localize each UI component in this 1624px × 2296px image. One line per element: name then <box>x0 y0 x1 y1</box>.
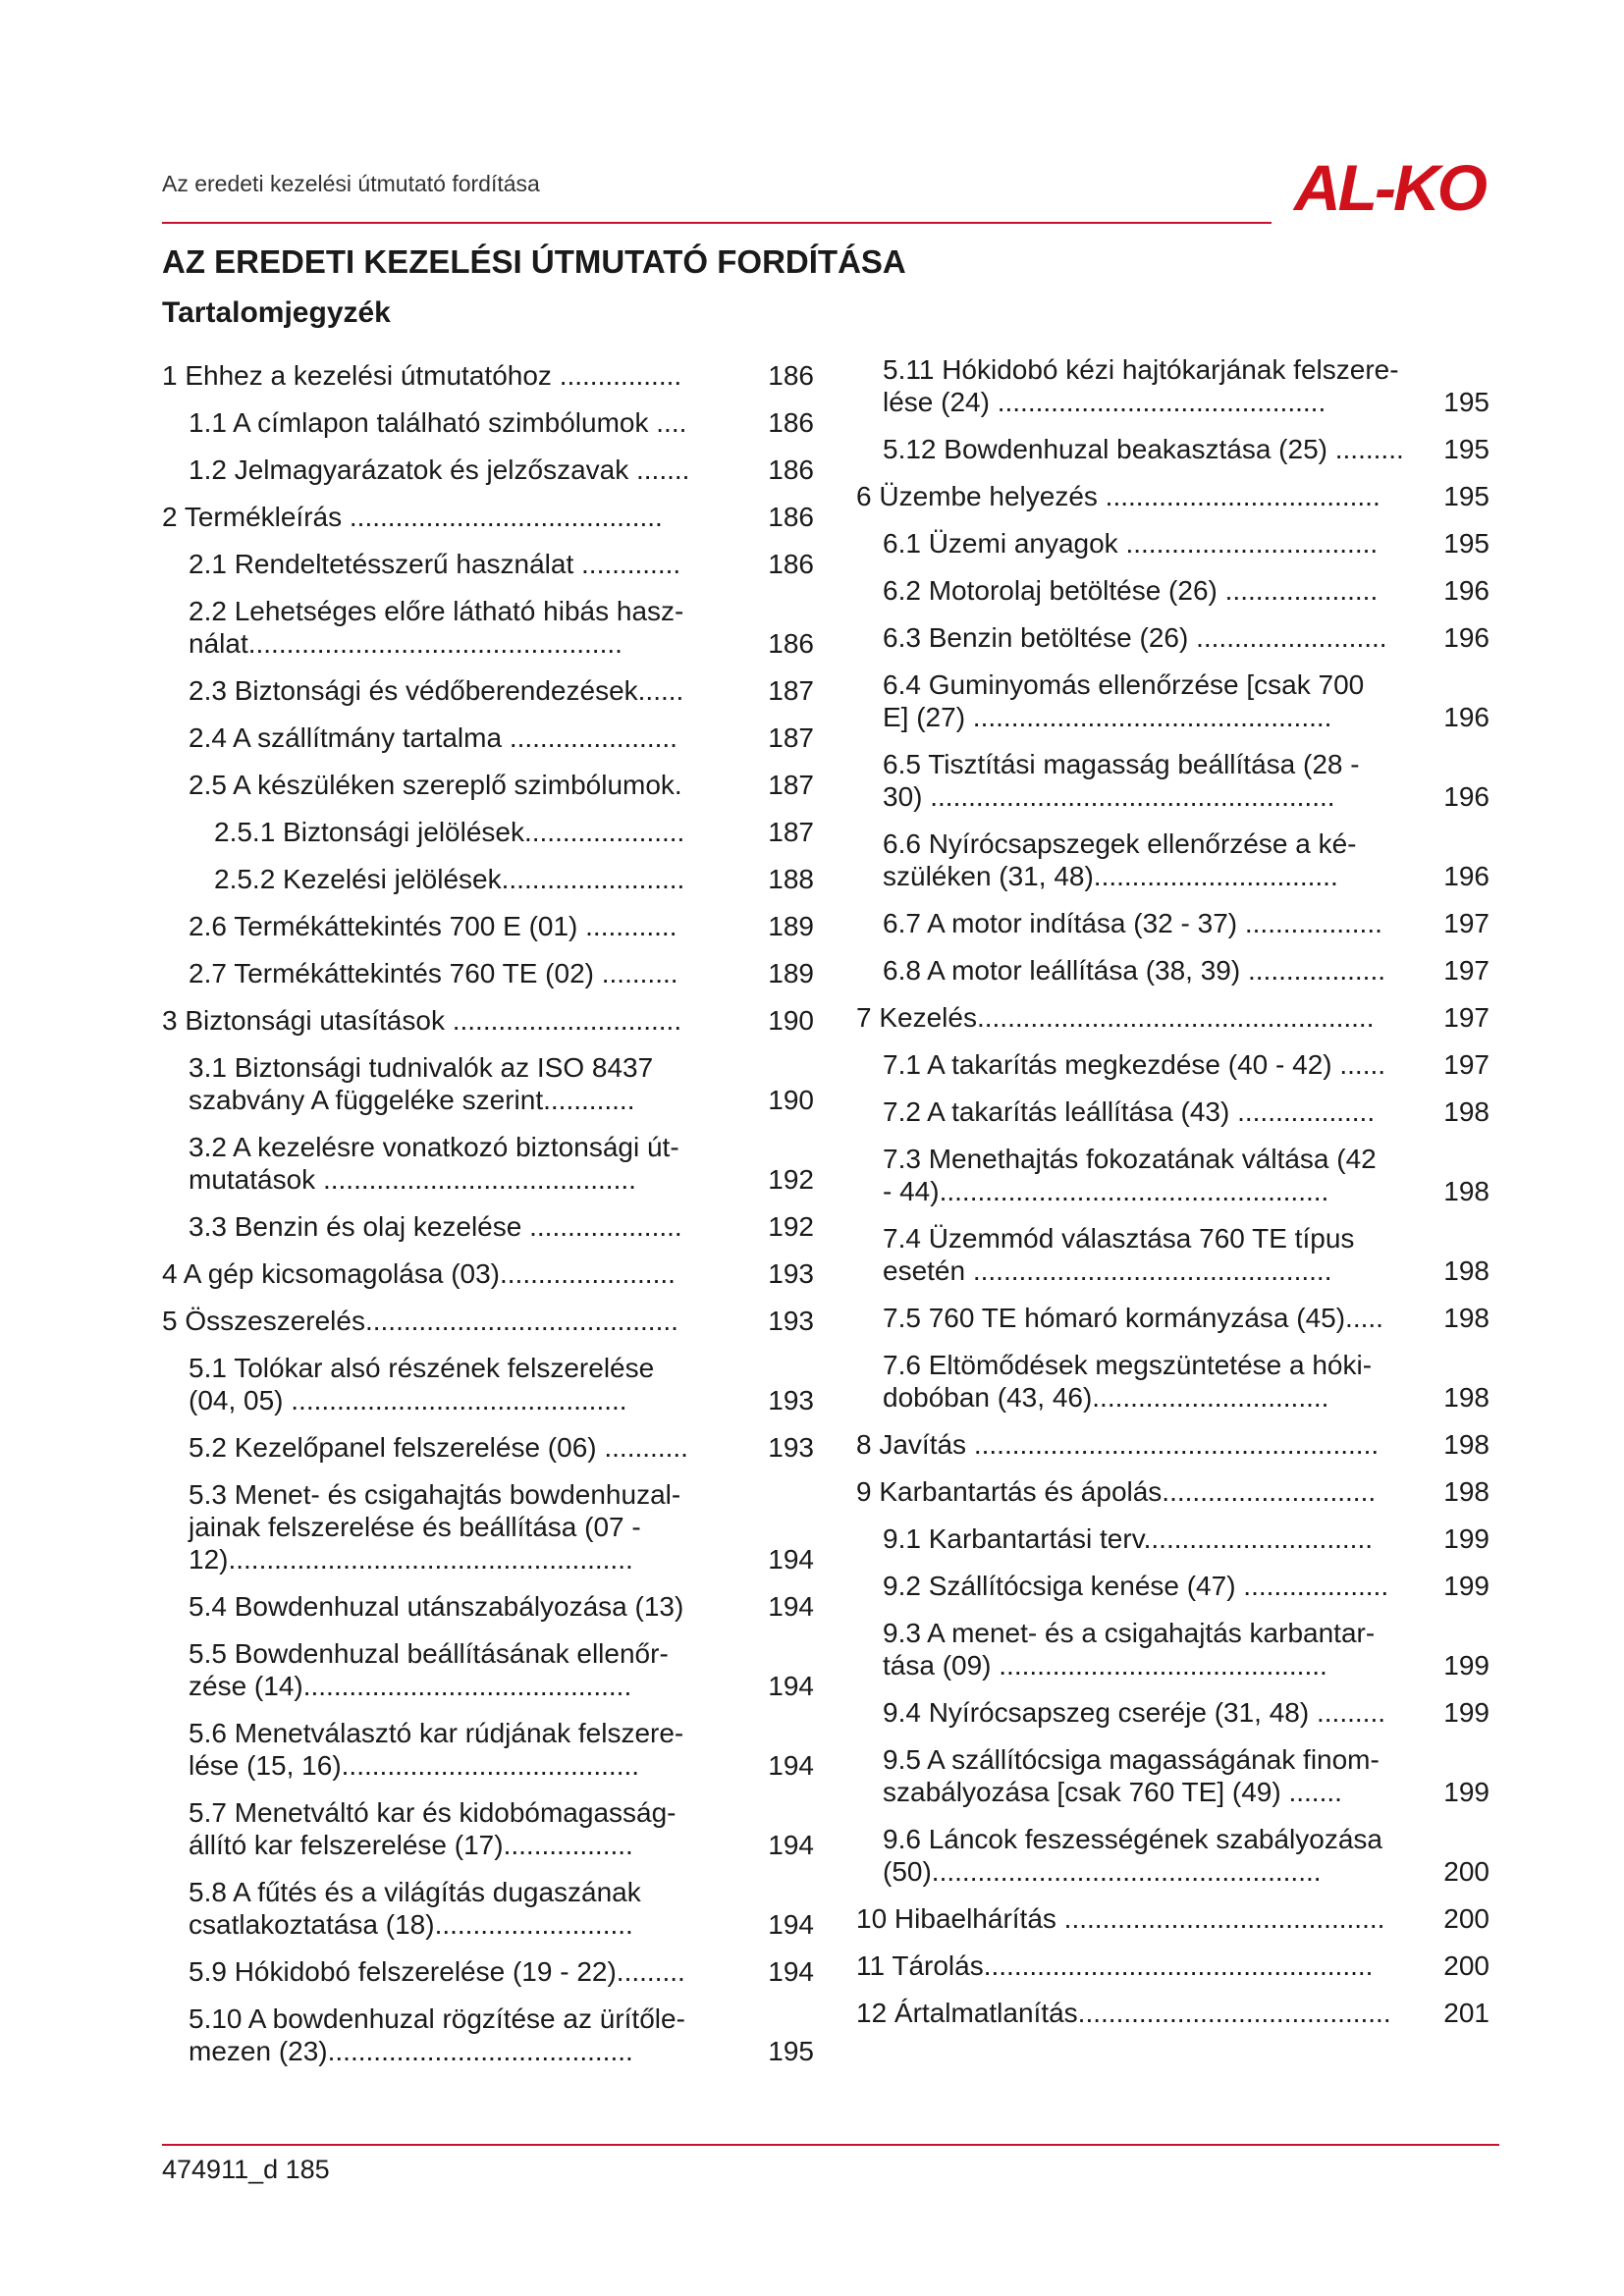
toc-entry[interactable] <box>856 1349 1489 1414</box>
toc-entry-page: 194 <box>768 1909 814 1940</box>
toc-entry[interactable] <box>856 1696 1489 1729</box>
toc-entry[interactable] <box>856 1001 1489 1034</box>
toc-entry-title: 5.3 Menet- és csigahajtás bowdenhuzal- jainak felszerelése és beállítása (07 - 12)..................................................... <box>189 1479 681 1575</box>
toc-entry[interactable] <box>162 1352 814 1416</box>
toc-entry-title: 7.4 Üzemmód választása 760 TE típus esetén ............................................... <box>883 1223 1355 1286</box>
toc-heading: Tartalomjegyzék <box>162 296 391 329</box>
toc-entry-page: 197 <box>1443 1002 1489 1033</box>
toc-entry-title: 3.3 Benzin és olaj kezelése .................... <box>189 1211 682 1242</box>
toc-entry-title: 5.7 Menetváltó kar és kidobómagasság- állító kar felszerelése (17)................. <box>189 1797 677 1860</box>
toc-entry[interactable] <box>856 828 1489 892</box>
toc-entry-title: 5.10 A bowdenhuzal rögzítése az ürítőle- mezen (23)........................................ <box>189 2003 685 2066</box>
toc-entry-title: 3 Biztonsági utasítások .............................. <box>162 1005 682 1036</box>
toc-entry[interactable] <box>162 1257 814 1290</box>
toc-entry-page: 193 <box>768 1258 814 1289</box>
toc-entry[interactable] <box>162 1955 814 1988</box>
toc-entry-title: 10 Hibaelhárítás .......................................... <box>856 1903 1385 1934</box>
toc-entry-title: 7.5 760 TE hómaró kormányzása (45)..... <box>883 1303 1383 1333</box>
toc-entry[interactable] <box>856 1475 1489 1508</box>
toc-entry-title: 2.5.1 Biztonsági jelölések..................... <box>214 817 685 847</box>
toc-entry[interactable] <box>856 1617 1489 1682</box>
toc-entry-page: 186 <box>768 407 814 438</box>
toc-entry-page: 196 <box>1443 861 1489 891</box>
toc-entry[interactable] <box>162 548 814 580</box>
toc-entry-title: 6.1 Üzemi anyagok ................................. <box>883 528 1379 559</box>
toc-entry-title: 6.4 Guminyomás ellenőrzése [csak 700 E] (27) ............................................... <box>883 669 1365 732</box>
toc-entry-title: 3.1 Biztonsági tudnivalók az ISO 8437 szabvány A függeléke szerint............ <box>189 1052 654 1115</box>
toc-entry-page: 186 <box>768 360 814 391</box>
toc-right-column <box>856 353 1489 2044</box>
toc-entry-page: 193 <box>768 1432 814 1463</box>
toc-entry-title: 6.5 Tisztítási magasság beállítása (28 - 30) ..................................................... <box>883 749 1360 812</box>
toc-entry[interactable] <box>856 1522 1489 1555</box>
toc-entry-title: 9 Karbantartás és ápolás............................ <box>856 1476 1377 1507</box>
toc-entry[interactable] <box>162 1876 814 1941</box>
toc-entry-page: 186 <box>768 502 814 532</box>
toc-entry-page: 193 <box>768 1306 814 1336</box>
toc-entry-page: 195 <box>1443 387 1489 417</box>
toc-entry-page: 187 <box>768 770 814 800</box>
toc-entry-page: 187 <box>768 675 814 706</box>
toc-entry[interactable] <box>162 769 814 801</box>
toc-entry[interactable] <box>162 501 814 533</box>
toc-entry[interactable] <box>162 1478 814 1575</box>
toc-entry-page: 190 <box>768 1085 814 1115</box>
toc-entry[interactable] <box>162 721 814 754</box>
toc-entry[interactable] <box>856 668 1489 733</box>
toc-entry-page: 199 <box>1443 1650 1489 1681</box>
toc-entry-page: 196 <box>1443 781 1489 812</box>
toc-entry-title: 7.2 A takarítás leállítása (43) .................. <box>883 1096 1376 1127</box>
toc-entry-title: 2.7 Termékáttekintés 760 TE (02) .......... <box>189 958 678 988</box>
toc-entry[interactable] <box>856 1997 1489 2029</box>
toc-entry-title: 5.1 Tolókar alsó részének felszerelése (04, 05) ............................................ <box>189 1353 655 1415</box>
toc-entry-title: 6.7 A motor indítása (32 - 37) .................. <box>883 908 1382 938</box>
toc-entry-title: 9.4 Nyírócsapszeg cseréje (31, 48) ......... <box>883 1697 1385 1728</box>
toc-entry[interactable] <box>162 1717 814 1782</box>
toc-entry-page: 194 <box>768 1671 814 1701</box>
toc-entry[interactable] <box>856 1222 1489 1287</box>
toc-entry-page: 198 <box>1443 1476 1489 1507</box>
toc-entry-page: 198 <box>1443 1176 1489 1206</box>
toc-entry[interactable] <box>162 1004 814 1037</box>
header-divider <box>162 222 1272 224</box>
toc-entry-title: 9.6 Láncok feszességének szabályozása (50)................................................... <box>883 1824 1382 1887</box>
toc-entry-page: 198 <box>1443 1096 1489 1127</box>
toc-entry-title: 2.1 Rendeltetésszerű használat ............. <box>189 549 681 579</box>
toc-entry-page: 200 <box>1443 1903 1489 1934</box>
toc-entry-page: 186 <box>768 454 814 485</box>
toc-entry-title: 9.2 Szállítócsiga kenése (47) ................... <box>883 1571 1389 1601</box>
toc-entry-page: 189 <box>768 958 814 988</box>
toc-entry-title: 2.4 A szállítmány tartalma ...................... <box>189 722 677 753</box>
toc-entry-title: 7.3 Menethajtás fokozatának váltása (42 - 44)................................................... <box>883 1144 1377 1206</box>
toc-entry-page: 197 <box>1443 955 1489 986</box>
toc-entry-page: 195 <box>768 2036 814 2066</box>
toc-entry[interactable] <box>162 454 814 486</box>
toc-entry[interactable] <box>162 595 814 660</box>
toc-entry-page: 195 <box>1443 434 1489 464</box>
toc-entry-page: 192 <box>768 1211 814 1242</box>
toc-entry-page: 200 <box>1443 1950 1489 1981</box>
toc-entry-title: 3.2 A kezelésre vonatkozó biztonsági út- mutatások ......................................... <box>189 1132 679 1195</box>
toc-entry-page: 198 <box>1443 1303 1489 1333</box>
toc-entry[interactable] <box>162 957 814 989</box>
toc-entry[interactable] <box>856 1428 1489 1461</box>
toc-entry[interactable] <box>162 1210 814 1243</box>
toc-entry[interactable] <box>162 910 814 942</box>
toc-entry[interactable] <box>162 2002 814 2067</box>
toc-entry-page: 196 <box>1443 702 1489 732</box>
toc-entry[interactable] <box>162 1051 814 1116</box>
header-text: Az eredeti kezelési útmutató fordítása <box>162 171 540 196</box>
toc-entry[interactable] <box>856 574 1489 607</box>
toc-entry-page: 197 <box>1443 1049 1489 1080</box>
toc-entry-title: 1.2 Jelmagyarázatok és jelzőszavak ....... <box>189 454 690 485</box>
toc-entry-title: 2.2 Lehetséges előre látható hibás hasz- nálat................................................. <box>189 596 684 659</box>
toc-entry[interactable] <box>856 621 1489 654</box>
toc-left-column <box>162 353 814 2082</box>
toc-entry-title: 7.6 Eltömődések megszüntetése a hóki- dobóban (43, 46)............................... <box>883 1350 1373 1413</box>
toc-entry[interactable] <box>856 1095 1489 1128</box>
toc-entry[interactable] <box>162 359 814 392</box>
toc-entry-page: 194 <box>768 1956 814 1987</box>
toc-entry-page: 199 <box>1443 1523 1489 1554</box>
toc-entry[interactable] <box>856 1302 1489 1334</box>
toc-entry-title: 2.5 A készüléken szereplő szimbólumok. <box>189 770 682 800</box>
toc-entry-title: 9.5 A szállítócsiga magasságának finom- szabályozása [csak 760 TE] (49) ....... <box>883 1744 1380 1807</box>
toc-entry-page: 198 <box>1443 1429 1489 1460</box>
toc-entry-title: 2.6 Termékáttekintés 700 E (01) ............ <box>189 911 677 941</box>
alko-logo: AL-KO <box>1294 151 1485 224</box>
toc-entry[interactable] <box>162 1796 814 1861</box>
toc-entry-page: 199 <box>1443 1571 1489 1601</box>
toc-entry-page: 200 <box>1443 1856 1489 1887</box>
toc-entry-title: 5.9 Hókidobó felszerelése (19 - 22)......... <box>189 1956 685 1987</box>
toc-entry-title: 5.6 Menetválasztó kar rúdjának felszere- lése (15, 16)....................................... <box>189 1718 684 1781</box>
toc-entry-title: 5.4 Bowdenhuzal utánszabályozása (13) <box>189 1591 684 1622</box>
toc-entry-title: 1 Ehhez a kezelési útmutatóhoz ................ <box>162 360 682 391</box>
toc-entry[interactable] <box>162 863 814 895</box>
toc-entry-page: 194 <box>768 1830 814 1860</box>
toc-entry-title: 5.12 Bowdenhuzal beakasztása (25) ......... <box>883 434 1404 464</box>
toc-entry[interactable] <box>856 1048 1489 1081</box>
toc-entry[interactable] <box>856 1823 1489 1888</box>
toc-entry-title: 5 Összeszerelés......................................... <box>162 1306 678 1336</box>
toc-entry-page: 201 <box>1443 1998 1489 2028</box>
toc-entry-page: 198 <box>1443 1255 1489 1286</box>
toc-entry[interactable] <box>856 353 1489 418</box>
toc-entry-title: 6.6 Nyírócsapszegek ellenőrzése a ké- szüléken (31, 48)................................ <box>883 828 1357 891</box>
toc-entry-title: 6.2 Motorolaj betöltése (26) .................... <box>883 575 1379 606</box>
toc-entry-page: 188 <box>768 864 814 894</box>
toc-entry-page: 199 <box>1443 1777 1489 1807</box>
footer-page-info: 474911_d 185 <box>162 2155 330 2184</box>
toc-entry[interactable] <box>162 1590 814 1623</box>
toc-entry[interactable] <box>856 1143 1489 1207</box>
toc-entry-title: 2.3 Biztonsági és védőberendezések...... <box>189 675 684 706</box>
toc-entry[interactable] <box>856 480 1489 512</box>
toc-entry-page: 194 <box>768 1591 814 1622</box>
toc-entry-page: 192 <box>768 1164 814 1195</box>
toc-entry-page: 187 <box>768 722 814 753</box>
toc-entry-title: 5.8 A fűtés és a világítás dugaszának csatlakoztatása (18).......................... <box>189 1877 641 1940</box>
toc-entry[interactable] <box>162 816 814 848</box>
toc-entry-title: 5.2 Kezelőpanel felszerelése (06) ........... <box>189 1432 688 1463</box>
toc-entry[interactable] <box>856 1949 1489 1982</box>
toc-entry-page: 193 <box>768 1385 814 1415</box>
toc-entry-page: 196 <box>1443 575 1489 606</box>
toc-entry-title: 5.5 Bowdenhuzal beállításának ellenőr- zése (14)........................................... <box>189 1638 669 1701</box>
toc-entry-page: 186 <box>768 628 814 659</box>
toc-entry[interactable] <box>856 954 1489 987</box>
toc-entry-title: 2 Termékleírás ......................................... <box>162 502 663 532</box>
toc-entry-page: 196 <box>1443 622 1489 653</box>
toc-entry-title: 12 Ártalmatlanítás......................................... <box>856 1998 1391 2028</box>
toc-entry-page: 194 <box>768 1544 814 1575</box>
toc-entry-title: 11 Tárolás................................................... <box>856 1950 1374 1981</box>
toc-entry[interactable] <box>856 907 1489 939</box>
toc-entry-title: 5.11 Hókidobó kézi hajtókarjának felszere- lése (24) ........................................... <box>883 354 1399 417</box>
toc-entry-title: 7 Kezelés.................................................... <box>856 1002 1375 1033</box>
footer-divider <box>162 2144 1499 2146</box>
toc-entry[interactable] <box>856 1570 1489 1602</box>
toc-entry[interactable] <box>162 674 814 707</box>
toc-entry-page: 197 <box>1443 908 1489 938</box>
toc-entry[interactable] <box>162 1431 814 1464</box>
toc-entry-title: 6.8 A motor leállítása (38, 39) .................. <box>883 955 1386 986</box>
toc-entry[interactable] <box>856 527 1489 560</box>
toc-entry-page: 190 <box>768 1005 814 1036</box>
toc-entry-title: 7.1 A takarítás megkezdése (40 - 42) ...... <box>883 1049 1386 1080</box>
toc-entry-page: 195 <box>1443 481 1489 511</box>
toc-entry[interactable] <box>162 1131 814 1196</box>
toc-entry-page: 198 <box>1443 1382 1489 1413</box>
toc-entry-title: 9.1 Karbantartási terv.............................. <box>883 1523 1373 1554</box>
toc-entry-page: 199 <box>1443 1697 1489 1728</box>
toc-entry-page: 195 <box>1443 528 1489 559</box>
toc-entry[interactable] <box>162 406 814 439</box>
toc-entry-page: 187 <box>768 817 814 847</box>
toc-entry-page: 194 <box>768 1750 814 1781</box>
toc-entry-page: 186 <box>768 549 814 579</box>
toc-entry-title: 2.5.2 Kezelési jelölések........................ <box>214 864 685 894</box>
toc-entry-page: 189 <box>768 911 814 941</box>
toc-entry[interactable] <box>162 1305 814 1337</box>
toc-entry-title: 6.3 Benzin betöltése (26) ......................... <box>883 622 1387 653</box>
toc-entry-title: 9.3 A menet- és a csigahajtás karbantar- tása (09) ........................................... <box>883 1618 1376 1681</box>
toc-entry-title: 8 Javítás ..................................................... <box>856 1429 1380 1460</box>
toc-entry-title: 4 A gép kicsomagolása (03)....................... <box>162 1258 676 1289</box>
toc-entry[interactable] <box>162 1637 814 1702</box>
toc-entry-title: 1.1 A címlapon található szimbólumok .... <box>189 407 687 438</box>
toc-entry[interactable] <box>856 1902 1489 1935</box>
toc-entry-title: 6 Üzembe helyezés .................................... <box>856 481 1380 511</box>
toc-entry[interactable] <box>856 748 1489 813</box>
document-title: AZ EREDETI KEZELÉSI ÚTMUTATÓ FORDÍTÁSA <box>162 243 906 280</box>
toc-entry[interactable] <box>856 433 1489 465</box>
toc-entry[interactable] <box>856 1743 1489 1808</box>
